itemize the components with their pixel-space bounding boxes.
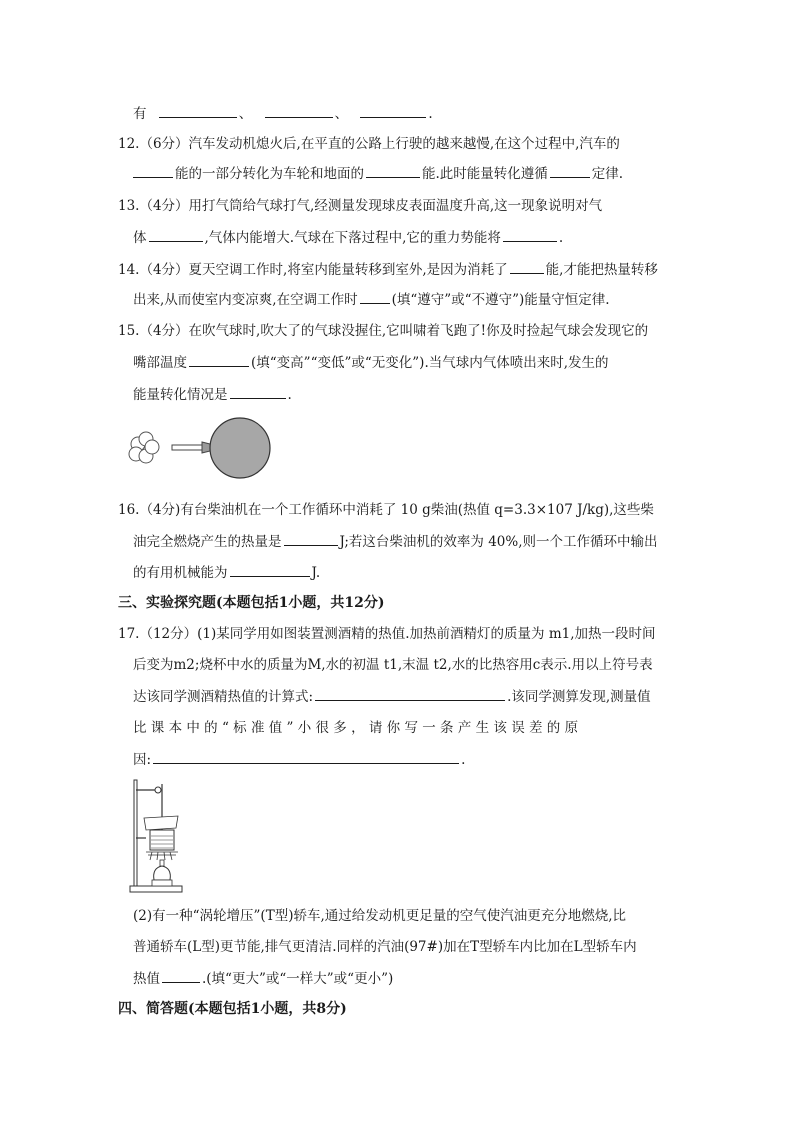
q16-line-2 (133, 531, 658, 552)
q17-line-1: 17.（12分）(1)某同学用如图装置测酒精的热值.加热前酒精灯的质量为 m1,加热一段时间 (118, 626, 656, 642)
q12-text-b: 能.此时能量转化遵循 (422, 166, 548, 182)
q13-text-b: ,气体内能增大.气球在下落过程中,它的重力势能将 (204, 230, 501, 246)
q12-line-2 (133, 163, 623, 184)
q16-text-b: J;若这台柴油机的效率为 40%,则一个工作循环中输出 (339, 534, 658, 550)
q11-sep-2: 、 (334, 106, 349, 122)
q14-text-d: (填“遵守”或“不遵守”)能量守恒定律. (391, 292, 610, 308)
clamp-knob (155, 787, 161, 793)
q16-text-a: 油完全燃烧产生的热量是 (133, 534, 282, 550)
q17-text-b: .该同学测算发现,测量值 (507, 689, 651, 705)
q14-text-b: 能,才能把热量转移 (545, 262, 658, 278)
q12-blank-1[interactable] (133, 163, 173, 178)
q13-text-c: . (558, 230, 564, 246)
gauze-card (144, 816, 178, 830)
q17-part2-blank[interactable] (162, 968, 200, 983)
balloon-icon (210, 418, 270, 478)
q15-blank-1[interactable] (189, 352, 249, 367)
air-puff-icon (129, 432, 159, 463)
q16-text-c: 的有用机械能为 (133, 565, 228, 581)
section-3-title: 三、实验探究题(本题包括1小题，共12分) (118, 595, 385, 611)
lamp-wick (160, 860, 164, 866)
q12-line-1: 12.（6分）汽车发动机熄火后,在平直的公路上行驶的越来越慢,在这个过程中,汽车的 (118, 136, 620, 152)
q16-text-d: J. (311, 565, 321, 581)
gauze-grid (146, 852, 178, 860)
q15-blank-2[interactable] (230, 384, 286, 399)
q15-text-a: 嘴部温度 (133, 355, 187, 371)
q17-line-4: 比 课 本 中 的 “ 标 准 值 ” 小 很 多 ， 请 你 写 一 条 产 生 该 误 差 的 原 (133, 720, 579, 736)
q17-part2-line-3 (133, 968, 393, 989)
q12-text-c: 定律. (591, 166, 624, 182)
q11-prefix: 有 (133, 106, 147, 122)
q17-reason-blank[interactable] (153, 749, 459, 764)
section-4-title: 四、简答题(本题包括1小题，共8分) (118, 1001, 347, 1017)
q17-line-5 (133, 749, 465, 770)
q12-text-a: 能的一部分转化为车轮和地面的 (175, 166, 364, 182)
q11-blank-3[interactable] (360, 103, 426, 118)
balloon-figure (126, 414, 276, 494)
q15-line-1: 15.（4分）在吹气球时,吹大了的气球没握住,它叫啸着飞跑了!你及时捡起气球会发现它的 (118, 323, 649, 339)
q14-line-1 (118, 259, 658, 280)
q16-line-1: 16.（4分)有台柴油机在一个工作循环中消耗了 10 g柴油(热值 q=3.3×107 J/kg),这些柴 (118, 502, 654, 518)
q13-text-a: 体 (133, 230, 147, 246)
q15-line-3 (133, 384, 292, 405)
q15-text-c: 能量转化情况是 (133, 387, 228, 403)
q14-text-a: 14.（4分）夏天空调工作时,将室内能量转移到室外,是因为消耗了 (118, 262, 508, 278)
q17-text-a: 达该同学测酒精热值的计算式: (133, 689, 314, 705)
q11-continuation (133, 103, 433, 124)
q14-line-2 (133, 289, 610, 310)
q14-blank-2[interactable] (360, 289, 390, 304)
q17-part2-text-b: .(填“更大”或“一样大”或“更小”) (202, 971, 394, 987)
lab-apparatus-figure (128, 776, 184, 896)
balloon-nozzle (172, 445, 202, 450)
stand-base (130, 886, 182, 892)
q16-blank-1[interactable] (284, 531, 338, 546)
q12-blank-3[interactable] (550, 163, 590, 178)
q17-text-c: 因: (133, 752, 152, 768)
q11-sep-1: 、 (238, 106, 253, 122)
q17-part2-line-1: (2)有一种“涡轮增压”(T型)轿车,通过给发动机更足量的空气使汽油更充分地燃烧,比 (133, 908, 627, 924)
q11-end: . (428, 106, 433, 122)
q17-part2-text-a: 热值 (133, 971, 160, 987)
q14-blank-1[interactable] (510, 259, 544, 274)
q11-blank-1[interactable] (159, 103, 237, 118)
q13-line-1: 13.（4分）用打气筒给气球打气,经测量发现球皮表面温度升高,这一现象说明对气 (118, 198, 603, 214)
q17-formula-blank[interactable] (315, 686, 505, 701)
q17-text-d: . (461, 752, 466, 768)
q13-line-2 (133, 227, 563, 248)
q16-line-3 (133, 562, 320, 583)
q15-text-d: . (287, 387, 292, 403)
q17-part2-line-2: 普通轿车(L型)更节能,排气更清洁.同样的汽油(97#)加在T型轿车内比加在L型轿车内 (133, 939, 637, 955)
q14-text-c: 出来,从而使室内变凉爽,在空调工作时 (133, 292, 358, 308)
q13-blank-1[interactable] (149, 227, 203, 242)
q17-line-3 (133, 686, 651, 707)
stand-rod (134, 780, 137, 886)
alcohol-lamp-icon (154, 866, 171, 880)
q15-line-2 (133, 352, 609, 373)
q13-blank-2[interactable] (503, 227, 557, 242)
lamp-stand (152, 880, 172, 886)
q11-blank-2[interactable] (265, 103, 333, 118)
q15-text-b: (填“变高”“变低”或“无变化”).当气球内气体喷出来时,发生的 (251, 355, 609, 371)
q17-line-2: 后变为m2;烧杯中水的质量为M,水的初温 t1,末温 t2,水的比热容用c表示.用以上符号表 (133, 657, 653, 673)
q12-blank-2[interactable] (366, 163, 420, 178)
q16-blank-2[interactable] (230, 562, 310, 577)
